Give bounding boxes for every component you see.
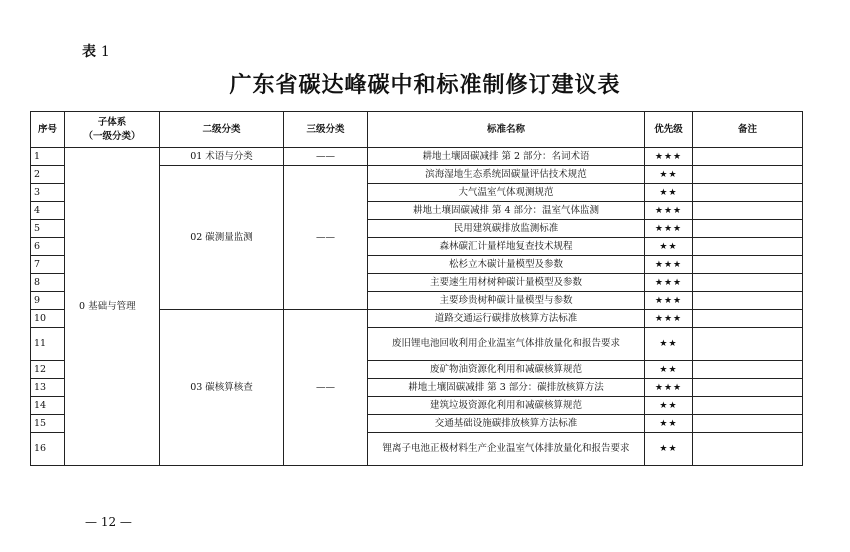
row-seq: 9 [31, 292, 65, 310]
level2-cell: 03 碳核算核查 [160, 310, 284, 466]
row-seq: 11 [31, 328, 65, 361]
remark-cell [693, 328, 803, 361]
priority-cell: ★★ [645, 328, 693, 361]
level2-cell: 01 术语与分类 [160, 148, 284, 166]
level3-cell: —— [284, 166, 368, 310]
standard-name: 主要珍贵树种碳计量模型与参数 [368, 292, 645, 310]
row-seq: 4 [31, 202, 65, 220]
remark-cell [693, 292, 803, 310]
row-seq: 5 [31, 220, 65, 238]
remark-cell [693, 361, 803, 379]
standard-name: 道路交通运行碳排放核算方法标准 [368, 310, 645, 328]
remark-cell [693, 415, 803, 433]
row-seq: 3 [31, 184, 65, 202]
standard-name: 建筑垃圾资源化利用和减碳核算规范 [368, 397, 645, 415]
standard-name: 锂离子电池正极材料生产企业温室气体排放量化和报告要求 [368, 433, 645, 466]
remark-cell [693, 148, 803, 166]
remark-cell [693, 238, 803, 256]
header-remark: 备注 [693, 112, 803, 148]
level2-cell: 02 碳测量监测 [160, 166, 284, 310]
row-seq: 12 [31, 361, 65, 379]
remark-cell [693, 166, 803, 184]
page-title: 广东省碳达峰碳中和标准制修订建议表 [229, 72, 621, 98]
header-level2: 二级分类 [160, 112, 284, 148]
standard-name: 滨海湿地生态系统固碳量评估技术规范 [368, 166, 645, 184]
priority-cell: ★★★ [645, 220, 693, 238]
header-subsystem: 子体系 （一级分类） [65, 112, 160, 148]
row-seq: 8 [31, 274, 65, 292]
priority-cell: ★★ [645, 184, 693, 202]
header-name: 标准名称 [368, 112, 645, 148]
standard-name: 废旧锂电池回收利用企业温室气体排放量化和报告要求 [368, 328, 645, 361]
row-seq: 16 [31, 433, 65, 466]
table-header-row [31, 112, 803, 148]
priority-cell: ★★ [645, 433, 693, 466]
row-seq: 1 [31, 148, 65, 166]
priority-cell: ★★★ [645, 148, 693, 166]
header-priority: 优先级 [645, 112, 693, 148]
priority-cell: ★★★ [645, 274, 693, 292]
page-number: — 12 — [85, 515, 132, 529]
subsystem-cell: 0 基础与管理 [65, 148, 160, 466]
row-seq: 7 [31, 256, 65, 274]
remark-cell [693, 184, 803, 202]
row-seq: 13 [31, 379, 65, 397]
table-label [82, 41, 110, 61]
standard-name: 民用建筑碳排放监测标准 [368, 220, 645, 238]
standard-name: 耕地土壤固碳减排 第 4 部分：温室气体监测 [368, 202, 645, 220]
priority-cell: ★★ [645, 415, 693, 433]
priority-cell: ★★★ [645, 292, 693, 310]
standard-name: 交通基础设施碳排放核算方法标准 [368, 415, 645, 433]
remark-cell [693, 202, 803, 220]
standard-name: 大气温室气体观测规范 [368, 184, 645, 202]
priority-cell: ★★ [645, 166, 693, 184]
priority-cell: ★★★ [645, 202, 693, 220]
row-seq: 15 [31, 415, 65, 433]
table-label-number: 1 [100, 44, 110, 60]
row-seq: 2 [31, 166, 65, 184]
priority-cell: ★★ [645, 397, 693, 415]
remark-cell [693, 274, 803, 292]
priority-cell: ★★★ [645, 310, 693, 328]
priority-cell: ★★★ [645, 256, 693, 274]
priority-cell: ★★ [645, 361, 693, 379]
table-label-prefix: 表 [82, 44, 96, 60]
level3-cell: —— [284, 310, 368, 466]
standard-name: 森林碳汇计量样地复查技术规程 [368, 238, 645, 256]
remark-cell [693, 433, 803, 466]
standard-name: 耕地土壤固碳减排 第 3 部分：碳排放核算方法 [368, 379, 645, 397]
row-seq: 6 [31, 238, 65, 256]
standard-name: 废矿物油资源化利用和减碳核算规范 [368, 361, 645, 379]
priority-cell: ★★★ [645, 379, 693, 397]
header-level3: 三级分类 [284, 112, 368, 148]
standards-table [30, 111, 803, 466]
row-seq: 10 [31, 310, 65, 328]
remark-cell [693, 379, 803, 397]
remark-cell [693, 397, 803, 415]
priority-cell: ★★ [645, 238, 693, 256]
header-seq: 序号 [31, 112, 65, 148]
standard-name: 耕地土壤固碳减排 第 2 部分：名词术语 [368, 148, 645, 166]
standard-name: 主要速生用材树种碳计量模型及参数 [368, 274, 645, 292]
remark-cell [693, 220, 803, 238]
level3-cell: —— [284, 148, 368, 166]
remark-cell [693, 310, 803, 328]
row-seq: 14 [31, 397, 65, 415]
remark-cell [693, 256, 803, 274]
table-row [31, 148, 803, 166]
standard-name: 松杉立木碳计量模型及参数 [368, 256, 645, 274]
